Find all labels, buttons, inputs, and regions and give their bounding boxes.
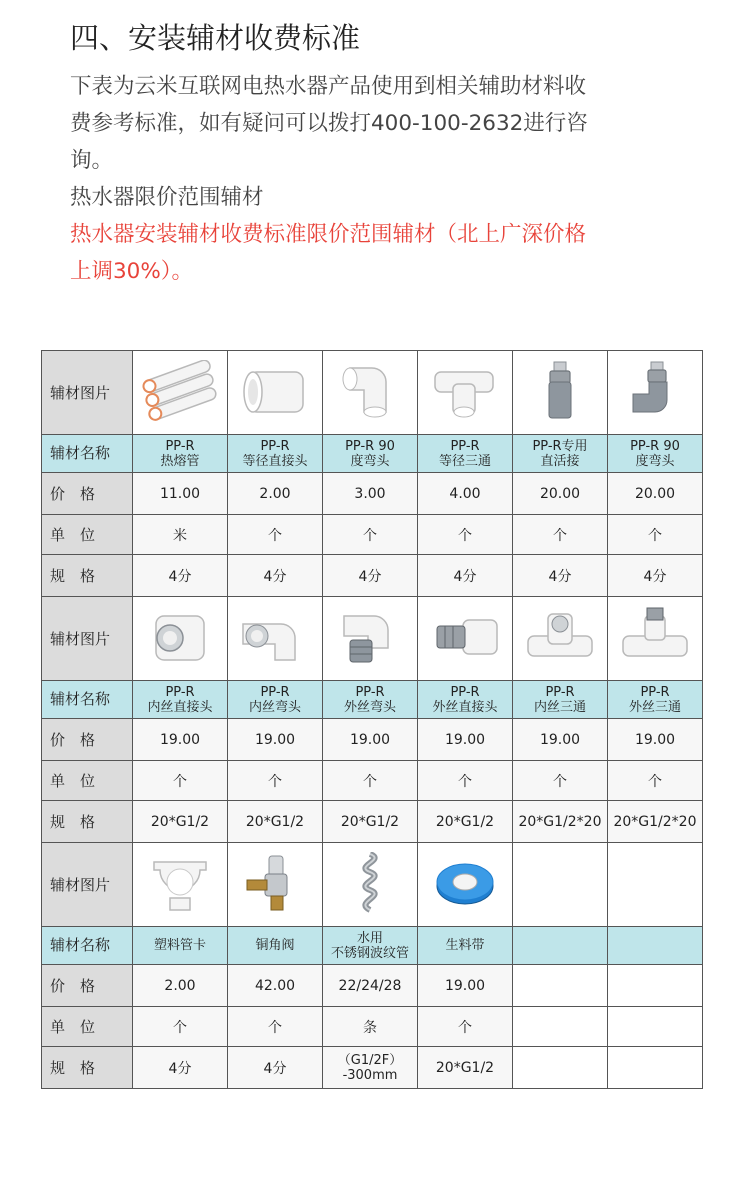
- table-row: [42, 555, 703, 597]
- item-name: PP-R: [640, 684, 670, 700]
- empty-cell: [513, 965, 608, 1007]
- item-price: 42.00: [254, 977, 296, 994]
- item-price: 4.00: [449, 485, 481, 502]
- item-unit: 个: [648, 527, 662, 544]
- female-tee-icon: [513, 606, 607, 672]
- item-spec: 4分: [263, 1060, 287, 1077]
- item-name: PP-R: [260, 684, 290, 700]
- row-label-picture: 辅材图片: [50, 384, 111, 402]
- union-straight-icon: [513, 360, 607, 426]
- table-row: [42, 719, 703, 761]
- item-price: 19.00: [159, 731, 201, 748]
- item-name: 外丝三通: [628, 699, 681, 715]
- empty-cell: [608, 1047, 703, 1089]
- table-row: [42, 435, 703, 473]
- item-name: 等径直接头: [242, 453, 308, 469]
- item-name: PP-R 90: [345, 438, 395, 454]
- elbow-90-icon: [323, 360, 417, 426]
- materials-price-table: [41, 350, 703, 1089]
- empty-cell: [608, 843, 703, 927]
- item-price: 19.00: [634, 731, 676, 748]
- item-unit: 个: [458, 527, 472, 544]
- item-name: 外丝弯头: [343, 699, 396, 715]
- section-title: 四、安装辅材收费标准: [70, 21, 361, 55]
- item-spec: 20*G1/2: [435, 813, 495, 830]
- item-unit: 个: [553, 527, 567, 544]
- sub-heading: 热水器限价范围辅材: [70, 185, 264, 210]
- male-tee-icon: [608, 606, 702, 672]
- table-row: [42, 927, 703, 965]
- item-name: 等径三通: [438, 453, 491, 469]
- pipe-clip-icon: [133, 852, 227, 918]
- row-label-name: 辅材名称: [50, 690, 111, 708]
- empty-cell: [513, 1007, 608, 1047]
- ptfe-tape-icon: [418, 852, 512, 918]
- row-label-picture: 辅材图片: [50, 876, 111, 894]
- empty-cell: [513, 927, 608, 965]
- item-name: PP-R: [165, 438, 195, 454]
- empty-cell: [608, 965, 703, 1007]
- table-row: [42, 473, 703, 515]
- item-price: 2.00: [259, 485, 291, 502]
- item-price: 22/24/28: [338, 977, 402, 994]
- item-spec: 4分: [168, 568, 192, 585]
- item-spec: 4分: [358, 568, 382, 585]
- item-name: PP-R: [355, 684, 385, 700]
- row-label-spec: 规 格: [50, 1059, 96, 1077]
- item-unit: 个: [268, 773, 282, 790]
- item-name: PP-R: [450, 438, 480, 454]
- item-price: 2.00: [164, 977, 196, 994]
- item-price: 19.00: [444, 731, 486, 748]
- row-label-picture: 辅材图片: [50, 630, 111, 648]
- corrugated-hose-icon: [323, 852, 417, 918]
- item-price: 19.00: [539, 731, 581, 748]
- item-spec: 4分: [453, 568, 477, 585]
- row-label-unit: 单 位: [50, 526, 96, 544]
- row-label-spec: 规 格: [50, 567, 96, 585]
- item-name: 内丝三通: [533, 699, 586, 715]
- intro-line: 询。: [70, 148, 114, 173]
- empty-cell: [608, 1007, 703, 1047]
- item-unit: 条: [363, 1019, 377, 1036]
- item-spec: 4分: [643, 568, 667, 585]
- item-name: 度弯头: [350, 453, 390, 469]
- item-name: 铜角阀: [255, 938, 295, 953]
- table-row: [42, 843, 703, 927]
- union-elbow-icon: [608, 360, 702, 426]
- item-spec: （G1/2F）: [337, 1052, 403, 1068]
- item-unit: 个: [363, 773, 377, 790]
- female-coupling-icon: [133, 606, 227, 672]
- item-unit: 个: [268, 527, 282, 544]
- item-name: PP-R 90: [630, 438, 680, 454]
- empty-cell: [513, 1047, 608, 1089]
- item-name: 水用: [356, 930, 383, 946]
- item-name: PP-R: [450, 684, 480, 700]
- row-label-unit: 单 位: [50, 1018, 96, 1036]
- item-name: 内丝直接头: [147, 699, 213, 715]
- row-label-spec: 规 格: [50, 813, 96, 831]
- item-spec: 4分: [263, 568, 287, 585]
- table-row: [42, 597, 703, 681]
- item-name: PP-R: [260, 438, 290, 454]
- item-unit: 个: [553, 773, 567, 790]
- empty-cell: [513, 843, 608, 927]
- red-note-line: 上调30%）。: [70, 259, 194, 284]
- item-name: PP-R专用: [532, 438, 588, 454]
- item-spec: -300mm: [342, 1067, 398, 1083]
- item-spec: 20*G1/2: [435, 1059, 495, 1076]
- item-name: 热熔管: [160, 453, 200, 469]
- row-label-price: 价 格: [50, 977, 96, 995]
- item-name: 塑料管卡: [153, 938, 206, 953]
- item-name: 外丝直接头: [432, 699, 498, 715]
- intro-line: 下表为云米互联网电热水器产品使用到相关辅助材料收: [70, 74, 587, 99]
- item-unit: 个: [458, 773, 472, 790]
- item-spec: 4分: [548, 568, 572, 585]
- item-unit: 个: [173, 773, 187, 790]
- male-elbow-icon: [323, 606, 417, 672]
- item-price: 3.00: [354, 485, 386, 502]
- item-name: PP-R: [165, 684, 195, 700]
- item-spec: 20*G1/2*20: [518, 813, 602, 830]
- table-row: [42, 801, 703, 843]
- item-unit: 米: [173, 527, 187, 544]
- tee-equal-icon: [418, 360, 512, 426]
- item-name: PP-R: [545, 684, 575, 700]
- item-spec: 20*G1/2: [340, 813, 400, 830]
- item-unit: 个: [173, 1019, 187, 1036]
- intro-line: 费参考标准，如有疑问可以拨打400-100-2632进行咨: [70, 111, 588, 136]
- item-spec: 20*G1/2: [150, 813, 210, 830]
- item-unit: 个: [363, 527, 377, 544]
- intro-paragraph: [70, 68, 690, 290]
- red-note-line: 热水器安装辅材收费标准限价范围辅材（北上广深价格: [70, 222, 587, 247]
- straight-coupling-icon: [228, 360, 322, 426]
- angle-valve-icon: [228, 852, 322, 918]
- table-row: [42, 1007, 703, 1047]
- item-price: 19.00: [254, 731, 296, 748]
- item-price: 19.00: [444, 977, 486, 994]
- item-name: 度弯头: [635, 453, 675, 469]
- table-row: [42, 965, 703, 1007]
- item-unit: 个: [648, 773, 662, 790]
- table-row: [42, 515, 703, 555]
- item-name: 内丝弯头: [248, 699, 301, 715]
- item-spec: 4分: [168, 1060, 192, 1077]
- item-spec: 20*G1/2*20: [613, 813, 697, 830]
- item-spec: 20*G1/2: [245, 813, 305, 830]
- table-row: [42, 1047, 703, 1089]
- table-row: [42, 351, 703, 435]
- item-name: 不锈钢波纹管: [330, 945, 409, 961]
- row-label-price: 价 格: [50, 485, 96, 503]
- row-label-name: 辅材名称: [50, 444, 111, 462]
- item-price: 20.00: [539, 485, 581, 502]
- item-unit: 个: [458, 1019, 472, 1036]
- row-label-name: 辅材名称: [50, 936, 111, 954]
- male-coupling-icon: [418, 606, 512, 672]
- pipe-bundle-icon: [133, 360, 227, 426]
- empty-cell: [608, 927, 703, 965]
- item-name: 生料带: [445, 938, 485, 953]
- table-row: [42, 761, 703, 801]
- table-row: [42, 681, 703, 719]
- item-price: 20.00: [634, 485, 676, 502]
- item-price: 11.00: [159, 485, 201, 502]
- row-label-price: 价 格: [50, 731, 96, 749]
- female-elbow-icon: [228, 606, 322, 672]
- item-name: 直活接: [540, 453, 580, 469]
- item-unit: 个: [268, 1019, 282, 1036]
- row-label-unit: 单 位: [50, 772, 96, 790]
- item-price: 19.00: [349, 731, 391, 748]
